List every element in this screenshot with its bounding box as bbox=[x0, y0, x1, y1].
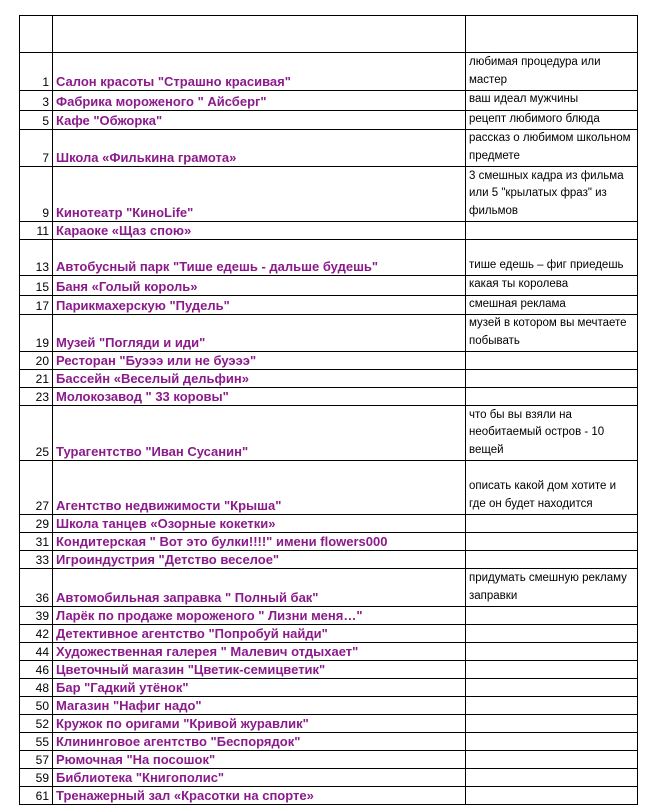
table-row bbox=[20, 315, 638, 352]
company-name-cell[interactable]: Ресторан "Буэээ или не буэээ" bbox=[53, 352, 466, 370]
company-name-cell[interactable]: Фабрика мороженого " Айсберг" bbox=[53, 91, 466, 111]
row-number-cell[interactable]: 33 bbox=[20, 551, 53, 569]
task-cell[interactable]: придумать смешную рекламу заправки bbox=[466, 569, 638, 607]
table-row bbox=[20, 751, 638, 769]
company-name-cell[interactable]: Школа «Филькина грамота» bbox=[53, 130, 466, 167]
company-name-cell[interactable]: Кафе "Обжорка" bbox=[53, 110, 466, 130]
company-name-cell[interactable]: Рюмочная "На посошок" bbox=[53, 751, 466, 769]
company-name-cell[interactable]: Баня «Голый король» bbox=[53, 276, 466, 296]
company-name-cell[interactable]: Школа танцев «Озорные кокетки» bbox=[53, 515, 466, 533]
row-number-cell[interactable] bbox=[20, 16, 53, 53]
company-name-cell[interactable]: Детективное агентство "Попробуй найди" bbox=[53, 625, 466, 643]
company-name-cell[interactable]: Кондитерская " Вот это булки!!!!" имени flowers000 bbox=[53, 533, 466, 551]
company-name-cell[interactable]: Музей "Погляди и иди" bbox=[53, 315, 466, 352]
table-row bbox=[20, 16, 638, 53]
table-row bbox=[20, 769, 638, 787]
company-name-cell[interactable]: Агентство недвижимости "Крыша" bbox=[53, 461, 466, 515]
row-number-cell[interactable]: 25 bbox=[20, 406, 53, 461]
task-cell[interactable] bbox=[466, 370, 638, 388]
row-number-cell[interactable]: 17 bbox=[20, 295, 53, 315]
company-name-cell[interactable]: Клининговое агентство "Беспорядок" bbox=[53, 733, 466, 751]
task-cell[interactable]: 3 смешных кадра из фильма или 5 "крылатых фраз" из фильмов bbox=[466, 167, 638, 222]
company-name-cell[interactable]: Кружок по оригами "Кривой журавлик" bbox=[53, 715, 466, 733]
company-name-cell[interactable]: Игроиндустрия "Детство веселое" bbox=[53, 551, 466, 569]
task-cell[interactable] bbox=[466, 733, 638, 751]
task-cell[interactable] bbox=[466, 551, 638, 569]
table-row bbox=[20, 222, 638, 240]
row-number-cell[interactable]: 44 bbox=[20, 643, 53, 661]
task-cell[interactable]: рассказ о любимом школьном предмете bbox=[466, 130, 638, 167]
company-name-cell[interactable]: Салон красоты "Страшно красивая" bbox=[53, 53, 466, 91]
task-cell[interactable] bbox=[466, 533, 638, 551]
company-name-cell[interactable]: Парикмахерскую "Пудель" bbox=[53, 295, 466, 315]
task-cell[interactable]: что бы вы взяли на необитаемый остров - 10 вещей bbox=[466, 406, 638, 461]
table-row bbox=[20, 240, 638, 276]
company-name-cell[interactable]: Магазин "Нафиг надо" bbox=[53, 697, 466, 715]
row-number-cell[interactable]: 50 bbox=[20, 697, 53, 715]
task-cell[interactable] bbox=[466, 16, 638, 53]
table-row bbox=[20, 787, 638, 805]
table-row bbox=[20, 91, 638, 111]
row-number-cell[interactable]: 3 bbox=[20, 91, 53, 111]
table-row bbox=[20, 551, 638, 569]
row-number-cell[interactable]: 21 bbox=[20, 370, 53, 388]
row-number-cell[interactable]: 29 bbox=[20, 515, 53, 533]
table-row bbox=[20, 733, 638, 751]
table-row bbox=[20, 295, 638, 315]
company-name-cell[interactable]: Тренажерный зал «Красотки на спорте» bbox=[53, 787, 466, 805]
task-cell[interactable]: какая ты королева bbox=[466, 276, 638, 296]
spreadsheet-table bbox=[19, 15, 638, 805]
row-number-cell[interactable]: 59 bbox=[20, 769, 53, 787]
task-cell[interactable] bbox=[466, 769, 638, 787]
task-cell[interactable]: описать какой дом хотите и где он будет находится bbox=[466, 461, 638, 515]
table-row bbox=[20, 388, 638, 406]
task-cell[interactable] bbox=[466, 787, 638, 805]
task-cell[interactable] bbox=[466, 679, 638, 697]
row-number-cell[interactable]: 52 bbox=[20, 715, 53, 733]
task-cell[interactable] bbox=[466, 751, 638, 769]
table-row bbox=[20, 679, 638, 697]
task-cell[interactable]: тише едешь – фиг приедешь bbox=[466, 240, 638, 276]
table-row bbox=[20, 352, 638, 370]
row-number-cell[interactable]: 27 bbox=[20, 461, 53, 515]
row-number-cell[interactable]: 15 bbox=[20, 276, 53, 296]
task-cell[interactable] bbox=[466, 625, 638, 643]
table-row bbox=[20, 697, 638, 715]
table-row bbox=[20, 167, 638, 222]
task-cell[interactable] bbox=[466, 715, 638, 733]
company-name-cell[interactable]: Автобусный парк "Тише едешь - дальше будешь" bbox=[53, 240, 466, 276]
row-number-cell[interactable]: 46 bbox=[20, 661, 53, 679]
table-row bbox=[20, 370, 638, 388]
task-cell[interactable] bbox=[466, 661, 638, 679]
task-cell[interactable] bbox=[466, 515, 638, 533]
task-cell[interactable] bbox=[466, 388, 638, 406]
table-row bbox=[20, 661, 638, 679]
task-cell[interactable] bbox=[466, 607, 638, 625]
row-number-cell[interactable]: 42 bbox=[20, 625, 53, 643]
row-number-cell[interactable]: 48 bbox=[20, 679, 53, 697]
table-row bbox=[20, 607, 638, 625]
table-row bbox=[20, 625, 638, 643]
task-cell[interactable]: ваш идеал мужчины bbox=[466, 91, 638, 111]
company-name-cell[interactable]: Бар "Гадкий утёнок" bbox=[53, 679, 466, 697]
company-name-cell[interactable]: Библиотека "Книгополис" bbox=[53, 769, 466, 787]
table-row bbox=[20, 110, 638, 130]
table-row bbox=[20, 533, 638, 551]
task-cell[interactable] bbox=[466, 643, 638, 661]
row-number-cell[interactable]: 36 bbox=[20, 569, 53, 607]
row-number-cell[interactable]: 23 bbox=[20, 388, 53, 406]
company-name-cell[interactable]: Молокозавод " 33 коровы" bbox=[53, 388, 466, 406]
table-row bbox=[20, 715, 638, 733]
company-name-cell[interactable] bbox=[53, 16, 466, 53]
row-number-cell[interactable]: 55 bbox=[20, 733, 53, 751]
table-row bbox=[20, 643, 638, 661]
row-number-cell[interactable]: 9 bbox=[20, 167, 53, 222]
company-name-cell[interactable]: Художественная галерея " Малевич отдыхает" bbox=[53, 643, 466, 661]
table-row bbox=[20, 461, 638, 515]
task-cell[interactable] bbox=[466, 697, 638, 715]
task-cell[interactable]: любимая процедура или мастер bbox=[466, 53, 638, 91]
row-number-cell[interactable]: 13 bbox=[20, 240, 53, 276]
table-row bbox=[20, 53, 638, 91]
row-number-cell[interactable]: 7 bbox=[20, 130, 53, 167]
task-cell[interactable]: музей в котором вы мечтаете побывать bbox=[466, 315, 638, 352]
company-name-cell[interactable]: Турагентство "Иван Сусанин" bbox=[53, 406, 466, 461]
row-number-cell[interactable]: 5 bbox=[20, 110, 53, 130]
row-number-cell[interactable]: 19 bbox=[20, 315, 53, 352]
row-number-cell[interactable]: 61 bbox=[20, 787, 53, 805]
task-cell[interactable]: смешная реклама bbox=[466, 295, 638, 315]
task-cell[interactable]: рецепт любимого блюда bbox=[466, 110, 638, 130]
task-cell[interactable] bbox=[466, 222, 638, 240]
company-name-cell[interactable]: Караоке «Щаз спою» bbox=[53, 222, 466, 240]
table-row bbox=[20, 569, 638, 607]
table-row bbox=[20, 276, 638, 296]
table-row bbox=[20, 406, 638, 461]
company-name-cell[interactable]: Ларёк по продаже мороженого " Лизни меня…" bbox=[53, 607, 466, 625]
table-row bbox=[20, 130, 638, 167]
company-name-cell[interactable]: Автомобильная заправка " Полный бак" bbox=[53, 569, 466, 607]
table-row bbox=[20, 515, 638, 533]
row-number-cell[interactable]: 11 bbox=[20, 222, 53, 240]
row-number-cell[interactable]: 31 bbox=[20, 533, 53, 551]
row-number-cell[interactable]: 57 bbox=[20, 751, 53, 769]
row-number-cell[interactable]: 20 bbox=[20, 352, 53, 370]
row-number-cell[interactable]: 1 bbox=[20, 53, 53, 91]
row-number-cell[interactable]: 39 bbox=[20, 607, 53, 625]
company-name-cell[interactable]: Кинотеатр "КиноLife" bbox=[53, 167, 466, 222]
task-cell[interactable] bbox=[466, 352, 638, 370]
company-name-cell[interactable]: Цветочный магазин "Цветик-семицветик" bbox=[53, 661, 466, 679]
company-name-cell[interactable]: Бассейн «Веселый дельфин» bbox=[53, 370, 466, 388]
